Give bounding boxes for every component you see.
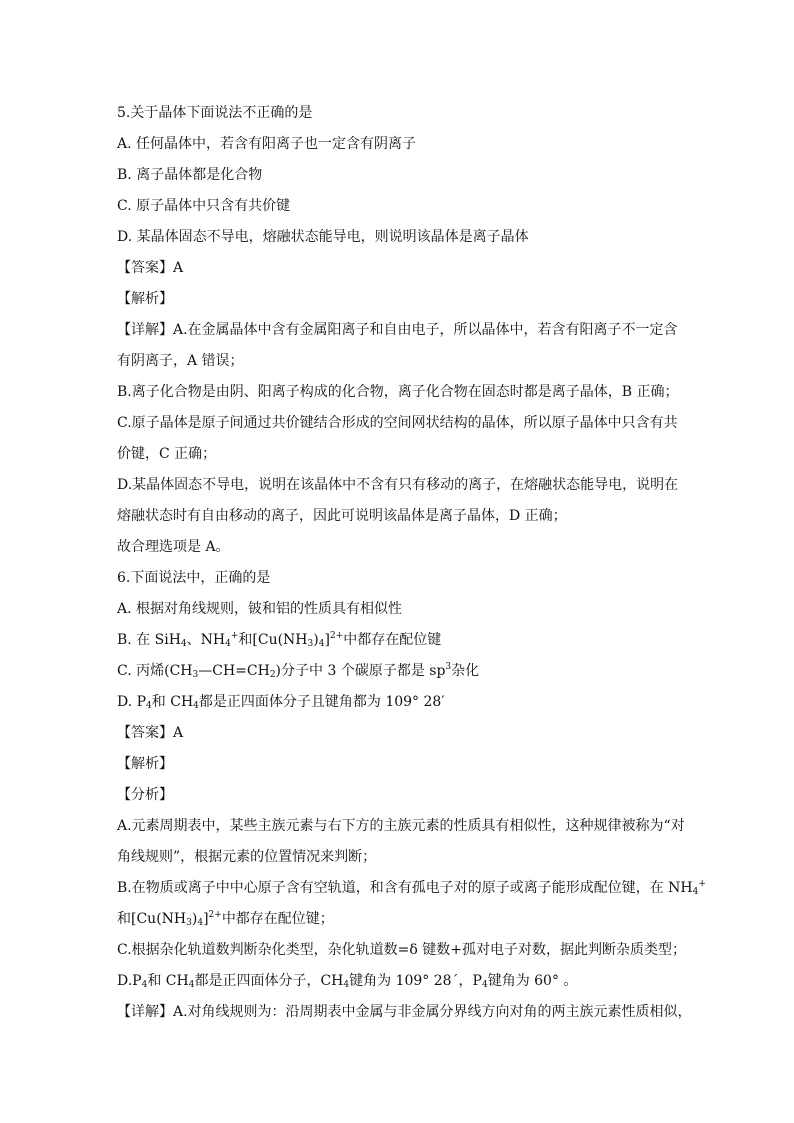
- question-6-analysis-line: C.根据杂化轨道数判断杂化类型，杂化轨道数=δ 键数+孤对电子对数，据此判断杂质类型；: [117, 942, 687, 958]
- question-5-detail-line: 【详解】A.在金属晶体中含有金属阳离子和自由电子，所以晶体中，若含有阳离子不一定含: [117, 322, 678, 338]
- question-5-option-d: D. 某晶体固态不导电，熔融状态能导电，则说明该晶体是离子晶体: [117, 229, 529, 245]
- question-5-analysis-heading: 【解析】: [117, 291, 173, 307]
- question-5-detail-line: C.原子晶体是原子间通过共价键结合形成的空间网状结构的晶体，所以原子晶体中只含有共: [117, 415, 678, 431]
- question-6-option-a: A. 根据对角线规则，铍和铝的性质具有相似性: [117, 601, 403, 617]
- question-6-option-d: D. $P_4$和 $CH_4$都是正四面体分子且键角都为 109° 28′: [117, 694, 445, 711]
- question-5-detail-line: D.某晶体固态不导电，说明在该晶体中不含有只有移动的离子，在熔融状态能导电，说明在: [117, 477, 679, 493]
- question-5-detail-line: 有阴离子，A 错误；: [117, 353, 244, 369]
- question-6-answer: 【答案】A: [117, 725, 184, 741]
- question-5-option-c: C. 原子晶体中只含有共价键: [117, 198, 291, 214]
- question-5-option-a: A. 任何晶体中，若含有阳离子也一定含有阴离子: [117, 136, 417, 152]
- question-5-conclusion: 故合理选项是 A。: [117, 539, 230, 555]
- question-6-option-b: B. 在 SiH$_4$、$NH_4^+$和$[Cu(NH_3)_4]^{2+}$中都存在配位键: [117, 631, 442, 649]
- question-6-detail-line: 【详解】A.对角线规则为：沿周期表中金属与非金属分界线方向对角的两主族元素性质相似，: [117, 1004, 692, 1020]
- question-5-stem: 5.关于晶体下面说法不正确的是: [117, 105, 313, 121]
- question-6-fenxi-heading: 【分析】: [117, 787, 173, 803]
- question-6-option-c: C. 丙烯$(CH_3—CH=CH_2)$分子中 3 个碳原子都是 $sp^3$杂化: [117, 662, 480, 680]
- question-5-option-b: B. 离子晶体都是化合物: [117, 167, 263, 183]
- question-5-detail-line: 熔融状态时有自由移动的离子，因此可说明该晶体是离子晶体，D 正确；: [117, 508, 567, 524]
- question-6-analysis-line: 和$[Cu(NH_3)_4]^{2+}$中都存在配位键；: [117, 910, 334, 928]
- question-5-detail-line: 价键，C 正确；: [117, 446, 217, 462]
- question-6-analysis-heading: 【解析】: [117, 756, 173, 772]
- question-5-detail-line: B.离子化合物是由阴、阳离子构成的化合物，离子化合物在固态时都是离子晶体，B 正确；: [117, 384, 679, 400]
- question-6-analysis-line: $D.P_4$和 $CH_4$都是正四面体分子，$CH_4$键角为 109° 28´，$P_4$键角为 60° 。: [117, 973, 578, 990]
- question-5-answer: 【答案】A: [117, 260, 184, 276]
- question-6-analysis-line: B.在物质或离子中中心原子含有空轨道，和含有孤电子对的原子或离子能形成配位键，在 $NH_4^+$: [117, 879, 706, 897]
- question-6-stem: 6.下面说法中，正确的是: [117, 570, 271, 586]
- question-6-analysis-line: 角线规则”，根据元素的位置情况来判断；: [117, 849, 377, 865]
- question-6-analysis-line: A.元素周期表中，某些主族元素与右下方的主族元素的性质具有相似性，这种规律被称为“对: [117, 818, 685, 834]
